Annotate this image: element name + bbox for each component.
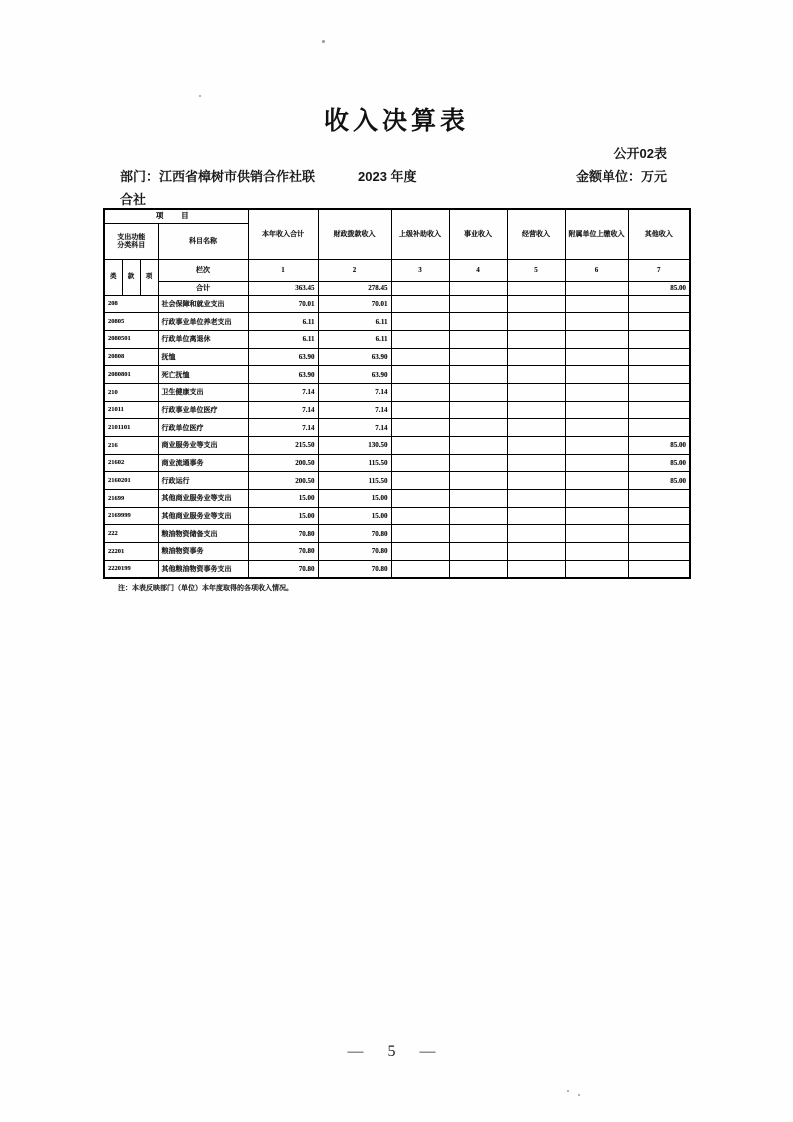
- value-cell: 70.01: [248, 295, 318, 313]
- value-cell: 63.90: [248, 348, 318, 366]
- value-cell: [628, 490, 690, 508]
- subject-name-cell: 商业服务业等支出: [158, 437, 248, 455]
- value-cell: [565, 383, 628, 401]
- value-cell: [391, 330, 449, 348]
- item-col-header: 项: [140, 259, 158, 295]
- page-title: 收入决算表: [323, 107, 469, 135]
- value-cell: [391, 348, 449, 366]
- column-header-operating-income: 经营收入: [507, 209, 565, 259]
- subject-name-cell: 粮油物资事务: [158, 543, 248, 561]
- value-cell: 215.50: [248, 437, 318, 455]
- column-header-total-income: 本年收入合计: [248, 209, 318, 259]
- value-cell: [628, 507, 690, 525]
- value-cell: [507, 454, 565, 472]
- total-cell: 85.00: [628, 281, 690, 295]
- value-cell: [565, 366, 628, 384]
- value-cell: 7.14: [318, 383, 391, 401]
- column-number: 7: [628, 259, 690, 281]
- value-cell: 70.80: [318, 525, 391, 543]
- value-cell: 7.14: [248, 383, 318, 401]
- function-code-cell: 2101101: [104, 419, 158, 437]
- table-body: [104, 295, 690, 578]
- column-number: 2: [318, 259, 391, 281]
- table-row: [104, 525, 690, 543]
- value-cell: [391, 490, 449, 508]
- department-label: 部门：江西省樟树市供销合作社联: [120, 169, 316, 184]
- value-cell: 6.11: [318, 313, 391, 331]
- section-col-header: 款: [122, 259, 140, 295]
- column-header-superior-subsidy: 上级补助收入: [391, 209, 449, 259]
- function-code-cell: 208: [104, 295, 158, 313]
- value-cell: [507, 348, 565, 366]
- value-cell: [565, 560, 628, 578]
- value-cell: 70.80: [248, 525, 318, 543]
- item-header: 项 目: [104, 209, 248, 223]
- value-cell: [391, 401, 449, 419]
- value-cell: [449, 507, 507, 525]
- column-header-business-income: 事业收入: [449, 209, 507, 259]
- value-cell: 7.14: [318, 419, 391, 437]
- value-cell: [628, 366, 690, 384]
- total-row-label: 合计: [158, 281, 248, 295]
- value-cell: [565, 348, 628, 366]
- table-row: [104, 472, 690, 490]
- subject-name-cell: 死亡抚恤: [158, 366, 248, 384]
- function-code-cell: 21699: [104, 490, 158, 508]
- value-cell: [507, 560, 565, 578]
- subject-name-cell: 其他商业服务业等支出: [158, 490, 248, 508]
- table-row: [104, 295, 690, 313]
- value-cell: [507, 330, 565, 348]
- function-class-header: [104, 223, 158, 259]
- function-code-cell: 210: [104, 383, 158, 401]
- value-cell: [449, 348, 507, 366]
- function-code-cell: 21602: [104, 454, 158, 472]
- function-code-cell: 216: [104, 437, 158, 455]
- value-cell: [507, 543, 565, 561]
- value-cell: [565, 525, 628, 543]
- value-cell: 115.50: [318, 472, 391, 490]
- subject-name-header: 科目名称: [158, 223, 248, 259]
- value-cell: [391, 525, 449, 543]
- table-row: [104, 313, 690, 331]
- value-cell: [565, 437, 628, 455]
- subject-name-cell: 行政单位医疗: [158, 419, 248, 437]
- value-cell: 70.01: [318, 295, 391, 313]
- total-cell: 363.45: [248, 281, 318, 295]
- value-cell: [391, 313, 449, 331]
- value-cell: [507, 472, 565, 490]
- function-code-cell: 2169999: [104, 507, 158, 525]
- value-cell: [628, 313, 690, 331]
- value-cell: [628, 383, 690, 401]
- value-cell: [449, 295, 507, 313]
- column-header-subsidiary-remit: 附属单位上缴收入: [565, 209, 628, 259]
- function-code-cell: 20805: [104, 313, 158, 331]
- value-cell: 63.90: [248, 366, 318, 384]
- value-cell: 63.90: [318, 366, 391, 384]
- function-code-cell: 20808: [104, 348, 158, 366]
- value-cell: [565, 295, 628, 313]
- value-cell: [565, 507, 628, 525]
- value-cell: [449, 437, 507, 455]
- form-code-label: 公开02表: [613, 146, 667, 161]
- fiscal-year-label: 2023 年度: [358, 169, 417, 184]
- function-code-cell: 222: [104, 525, 158, 543]
- value-cell: 7.14: [248, 401, 318, 419]
- value-cell: [507, 313, 565, 331]
- value-cell: 70.80: [318, 543, 391, 561]
- column-header-fiscal-appropriation: 财政拨款收入: [318, 209, 391, 259]
- value-cell: 85.00: [628, 437, 690, 455]
- total-cell: [565, 281, 628, 295]
- value-cell: 85.00: [628, 472, 690, 490]
- subject-name-cell: 行政事业单位养老支出: [158, 313, 248, 331]
- department-label-cont: 合社: [120, 192, 147, 207]
- value-cell: [449, 366, 507, 384]
- value-cell: [449, 313, 507, 331]
- value-cell: 70.80: [318, 560, 391, 578]
- column-header-other-income: 其他收入: [628, 209, 690, 259]
- value-cell: [449, 560, 507, 578]
- revenue-table: [103, 208, 691, 579]
- value-cell: [507, 419, 565, 437]
- value-cell: [391, 560, 449, 578]
- value-cell: [628, 401, 690, 419]
- subject-name-cell: 行政运行: [158, 472, 248, 490]
- value-cell: 6.11: [318, 330, 391, 348]
- value-cell: [507, 401, 565, 419]
- footnote: 注：本表反映部门（单位）本年度取得的各项收入情况。: [118, 584, 293, 592]
- column-number: 1: [248, 259, 318, 281]
- function-code-cell: 2080801: [104, 366, 158, 384]
- function-code-cell: 22201: [104, 543, 158, 561]
- value-cell: [391, 383, 449, 401]
- value-cell: 7.14: [248, 419, 318, 437]
- value-cell: 63.90: [318, 348, 391, 366]
- value-cell: [628, 330, 690, 348]
- value-cell: [565, 401, 628, 419]
- value-cell: [449, 543, 507, 561]
- value-cell: [565, 543, 628, 561]
- total-cell: [507, 281, 565, 295]
- page-number: — 5 —: [347, 1043, 446, 1060]
- scan-artifact: [567, 1090, 569, 1092]
- value-cell: 7.14: [318, 401, 391, 419]
- table-row: [104, 330, 690, 348]
- value-cell: [507, 295, 565, 313]
- value-cell: [628, 560, 690, 578]
- value-cell: [507, 437, 565, 455]
- value-cell: 15.00: [248, 490, 318, 508]
- value-cell: 200.50: [248, 454, 318, 472]
- value-cell: [449, 490, 507, 508]
- column-number: 3: [391, 259, 449, 281]
- table-row: [104, 560, 690, 578]
- value-cell: [628, 295, 690, 313]
- table-row: [104, 383, 690, 401]
- value-cell: [628, 348, 690, 366]
- value-cell: [391, 543, 449, 561]
- class-col-header: 类: [104, 259, 122, 295]
- table-row: [104, 348, 690, 366]
- value-cell: [628, 419, 690, 437]
- total-cell: [391, 281, 449, 295]
- value-cell: [507, 366, 565, 384]
- value-cell: 6.11: [248, 330, 318, 348]
- value-cell: [391, 295, 449, 313]
- table-row: [104, 507, 690, 525]
- subject-name-cell: 抚恤: [158, 348, 248, 366]
- table-row: [104, 437, 690, 455]
- function-code-cell: 2080501: [104, 330, 158, 348]
- subject-name-cell: 行政事业单位医疗: [158, 401, 248, 419]
- scan-artifact: [322, 40, 325, 43]
- value-cell: [391, 454, 449, 472]
- function-class-line1: 支出功能: [117, 232, 146, 241]
- value-cell: [391, 437, 449, 455]
- function-class-line2: 分类科目: [117, 241, 146, 249]
- value-cell: 115.50: [318, 454, 391, 472]
- column-number: 4: [449, 259, 507, 281]
- value-cell: 70.80: [248, 560, 318, 578]
- scan-artifact: [199, 95, 201, 97]
- subject-name-cell: 卫生健康支出: [158, 383, 248, 401]
- table-row: [104, 490, 690, 508]
- value-cell: [391, 419, 449, 437]
- value-cell: [565, 419, 628, 437]
- value-cell: 130.50: [318, 437, 391, 455]
- value-cell: [391, 366, 449, 384]
- value-cell: [391, 507, 449, 525]
- function-code-cell: 21011: [104, 401, 158, 419]
- value-cell: [391, 472, 449, 490]
- value-cell: 15.00: [318, 490, 391, 508]
- value-cell: 200.50: [248, 472, 318, 490]
- total-cell: [449, 281, 507, 295]
- table-row: [104, 543, 690, 561]
- value-cell: [565, 490, 628, 508]
- value-cell: 15.00: [248, 507, 318, 525]
- value-cell: [449, 419, 507, 437]
- value-cell: [449, 330, 507, 348]
- value-cell: [449, 472, 507, 490]
- value-cell: [449, 525, 507, 543]
- value-cell: [507, 383, 565, 401]
- lanci-label: 栏次: [158, 259, 248, 281]
- function-code-cell: 2160201: [104, 472, 158, 490]
- subject-name-cell: 其他商业服务业等支出: [158, 507, 248, 525]
- subject-name-cell: 社会保障和就业支出: [158, 295, 248, 313]
- value-cell: [449, 454, 507, 472]
- value-cell: [628, 525, 690, 543]
- value-cell: [507, 525, 565, 543]
- column-number: 5: [507, 259, 565, 281]
- value-cell: 6.11: [248, 313, 318, 331]
- subject-name-cell: 粮油物资储备支出: [158, 525, 248, 543]
- subject-name-cell: 其他粮油物资事务支出: [158, 560, 248, 578]
- function-code-cell: 2220199: [104, 560, 158, 578]
- amount-unit-label: 金额单位：万元: [575, 169, 667, 184]
- subject-name-cell: 行政单位离退休: [158, 330, 248, 348]
- value-cell: [565, 330, 628, 348]
- value-cell: [565, 313, 628, 331]
- value-cell: [628, 543, 690, 561]
- table-row: [104, 454, 690, 472]
- table-row: [104, 419, 690, 437]
- value-cell: [449, 401, 507, 419]
- scan-artifact: [578, 1094, 580, 1096]
- column-number: 6: [565, 259, 628, 281]
- value-cell: [449, 383, 507, 401]
- value-cell: [507, 507, 565, 525]
- value-cell: [507, 490, 565, 508]
- table-row: [104, 401, 690, 419]
- value-cell: 15.00: [318, 507, 391, 525]
- total-cell: 278.45: [318, 281, 391, 295]
- subject-name-cell: 商业流通事务: [158, 454, 248, 472]
- value-cell: [565, 454, 628, 472]
- table-row: [104, 366, 690, 384]
- value-cell: 85.00: [628, 454, 690, 472]
- value-cell: [565, 472, 628, 490]
- value-cell: 70.80: [248, 543, 318, 561]
